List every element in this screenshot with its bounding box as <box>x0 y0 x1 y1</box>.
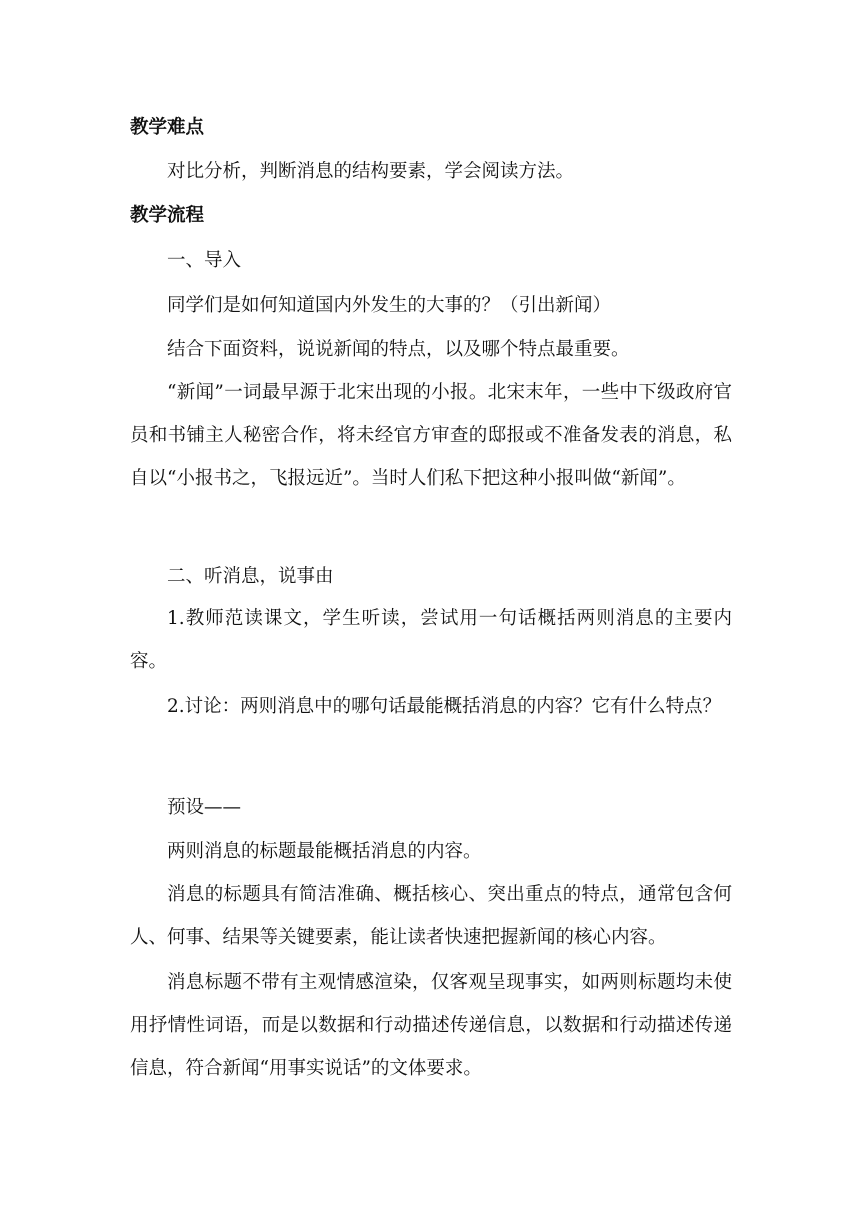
list-item-2: 2.讨论：两则消息中的哪句话最能概括消息的内容？它有什么特点？ <box>167 696 722 717</box>
preset-paragraph-2: 消息的标题具有简洁准确、概括核心、突出重点的特点，通常包含何人、何事、结果等关键要素，能让读者快速把握新闻的核心内容。 <box>130 884 732 948</box>
list-item-1: 1.教师范读课文，学生听读，尝试用一句话概括两则消息的主要内容。 <box>130 608 732 672</box>
heading-teaching-process: 教学流程 <box>130 205 205 226</box>
section-title-listen: 二、听消息，说事由 <box>167 566 334 587</box>
preset-label: 预设—— <box>167 797 242 818</box>
section-title-intro: 一、导入 <box>167 250 242 271</box>
intro-task: 结合下面资料，说说新闻的特点，以及哪个特点最重要。 <box>167 339 630 360</box>
intro-material-paragraph: “新闻”一词最早源于北宋出现的小报。北宋末年，一些中下级政府官员和书铺主人秘密合作，将未经官方审查的邸报或不准备发表的消息，私自以“小报书之，飞报远近”。当时人们私下把这种小报叫做“新闻”。 <box>130 382 732 489</box>
preset-paragraph-3: 消息标题不带有主观情感渲染，仅客观呈现事实，如两则标题均未使用抒情性词语，而是以数据和行动描述传递信息，以数据和行动描述传递信息，符合新闻“用事实说话”的文体要求。 <box>130 972 732 1079</box>
intro-question: 同学们是如何知道国内外发生的大事的？（引出新闻） <box>167 295 612 316</box>
preset-paragraph-1: 两则消息的标题最能概括消息的内容。 <box>167 841 482 862</box>
heading-teaching-difficulty: 教学难点 <box>130 117 205 138</box>
difficulty-paragraph: 对比分析，判断消息的结构要素，学会阅读方法。 <box>167 161 575 182</box>
